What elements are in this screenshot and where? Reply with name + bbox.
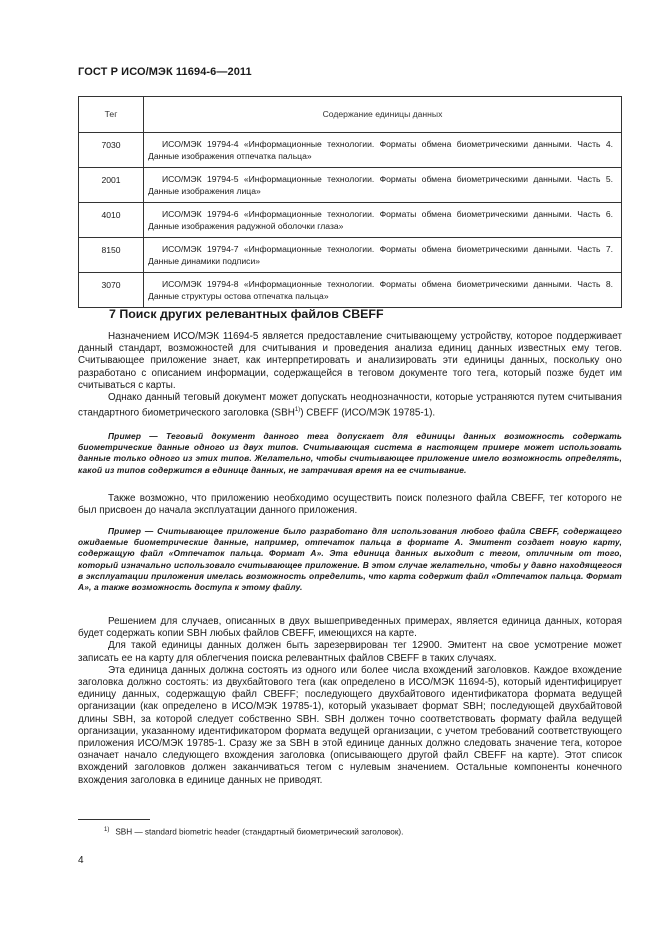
content-cell: [144, 273, 622, 308]
table-row: [79, 203, 622, 238]
document-header: ГОСТ Р ИСО/МЭК 11694-6—2011: [78, 66, 252, 78]
table-row: [79, 273, 622, 308]
content-text: ИСО/МЭК 19794-8 «Информационные технологии. Форматы обмена биометрическими данными. Часть 8. Данные структуры остова отпечатка пальца»: [148, 279, 613, 301]
footnote-ref: 1): [294, 407, 301, 414]
content-text: ИСО/МЭК 19794-5 «Информационные технологии. Форматы обмена биометрическими данными. Часть 5. Данные изображения лица»: [148, 174, 613, 196]
column-header-content: Содержание единицы данных: [144, 97, 622, 133]
tag-cell: 7030: [79, 133, 144, 168]
example-note-1: [78, 431, 622, 476]
footnote: [104, 827, 403, 837]
table-header-row: [79, 97, 622, 133]
paragraph: Для такой единицы данных должен быть зарезервирован тег 12900. Эмитент на свое усмотрение может записать ее на карту для облегчения поиска релевантных файлов CBEFF в таких случаях.: [78, 640, 622, 664]
body-paragraphs-3: [78, 616, 622, 787]
content-text: ИСО/МЭК 19794-6 «Информационные технологии. Форматы обмена биометрическими данными. Часть 6. Данные изображения радужной оболочки глаза»: [148, 209, 613, 231]
content-cell: [144, 238, 622, 273]
content-cell: [144, 133, 622, 168]
tag-cell: 8150: [79, 238, 144, 273]
paragraph-text: Однако данный теговый документ может допускать неоднозначности, которые устраняются путем считывания стандартного биометрического заголовка (SBH: [78, 392, 622, 419]
content-text: ИСО/МЭК 19794-7 «Информационные технологии. Форматы обмена биометрическими данными. Часть 7. Данные динамики подписи»: [148, 244, 613, 266]
paragraph: Также возможно, что приложению необходимо осуществить поиск полезного файла CBEFF, тег которого не был присвоен до начала эксплуатации данного приложения.: [78, 493, 622, 517]
paragraph-text: ) CBEFF (ИСО/МЭК 19785-1).: [300, 407, 436, 419]
paragraph: Решением для случаев, описанных в двух вышеприведенных примерах, является единица данных, которая будет содержать копии SBH любых файлов CBEFF, имеющихся на карте.: [78, 616, 622, 640]
example-text: Пример — Теговый документ данного тега допускает для единицы данных возможность содержать биометрические данные одного из двух типов. Считывающая система в настоящем примере может использовать данные только одного из этих типов. Желательно, чтобы считывающее приложение имело возможность определять, какой из типов содержится в единице данных, не затрачивая время на ее считывание.: [78, 431, 622, 475]
tag-cell: 2001: [79, 168, 144, 203]
content-cell: [144, 203, 622, 238]
tag-table: [78, 96, 622, 308]
paragraph: Назначением ИСО/МЭК 11694-5 является предоставление считывающему устройству, которое поддерживает данный стандарт, возможностей для считывания и проведения анализа единиц данных известных ему тегов. Считывающее приложение знает, как интерпретировать и анализировать эти единицы данных, поскольку оно разработано с описанием информации, содержащейся в теговом документе того тега, который позже будет им считываться с карты.: [78, 331, 622, 391]
section-heading: 7 Поиск других релевантных файлов CBEFF: [109, 307, 384, 321]
example-note-2: [78, 526, 622, 593]
column-header-tag: Тег: [79, 97, 144, 133]
content-cell: [144, 168, 622, 203]
tag-cell: 4010: [79, 203, 144, 238]
footnote-divider: [78, 819, 150, 820]
table-row: [79, 168, 622, 203]
paragraph: [78, 392, 622, 420]
body-paragraphs-2: [78, 493, 622, 517]
body-paragraphs-1: [78, 331, 622, 420]
tag-cell: 3070: [79, 273, 144, 308]
content-text: ИСО/МЭК 19794-4 «Информационные технологии. Форматы обмена биометрическими данными. Часть 4. Данные изображения отпечатка пальца»: [148, 139, 613, 161]
example-text: Пример — Считывающее приложение было разработано для использования любого файла CBEFF, содержащего ожидаемые биометрические данные, например, отпечаток пальца в формате А. Эмитент создает новую карту, содержащую файл «Отпечаток пальца. Формат А». Эта единица данных выходит с тегом, отличным от того, который изначально использовало считывающее приложение. В этом случае желательно, чтобы у давно находящегося в эксплуатации приложения имелась возможность определить, что карта содержит файл «Отпечаток пальца. Формат А», а также возможность доступа к этому файлу.: [78, 526, 622, 593]
footnote-mark: 1): [104, 827, 110, 833]
table-row: [79, 238, 622, 273]
paragraph: Эта единица данных должна состоять из одного или более числа вхождений заголовков. Каждое вхождение заголовка должно состоять: из двухбайтового тега (как определено в ИСО/МЭК 11694-5), который идентифицирует единицу данных, содержащую файл CBEFF; последующего двухбайтового идентификатора формата ведущей организации (как определено в ИСО/МЭК 19785-1), который указывает формат SBH; последующей двухбайтовой длины SBH, за которой следует собственно SBH. SBH должен точно соответствовать формату файла ведущей организации, указанному идентификатором формата ведущей организации, с учетом требований соответствующего приложения ИСО/МЭК 19785-1. Сразу же за SBH в этой единице данных должно следовать значение тега, которое означает начало следующего вхождения заголовка (описывающего другой файл CBEFF на карте). Этот список вхождений заголовков должен заканчиваться тегом с нулевым значением. Остальные компоненты конечного вхождения заголовка в единице данных не приводят.: [78, 664, 622, 786]
page-number: 4: [78, 855, 84, 866]
footnote-text: SBH — standard biometric header (стандартный биометрический заголовок).: [115, 827, 404, 837]
table-row: [79, 133, 622, 168]
